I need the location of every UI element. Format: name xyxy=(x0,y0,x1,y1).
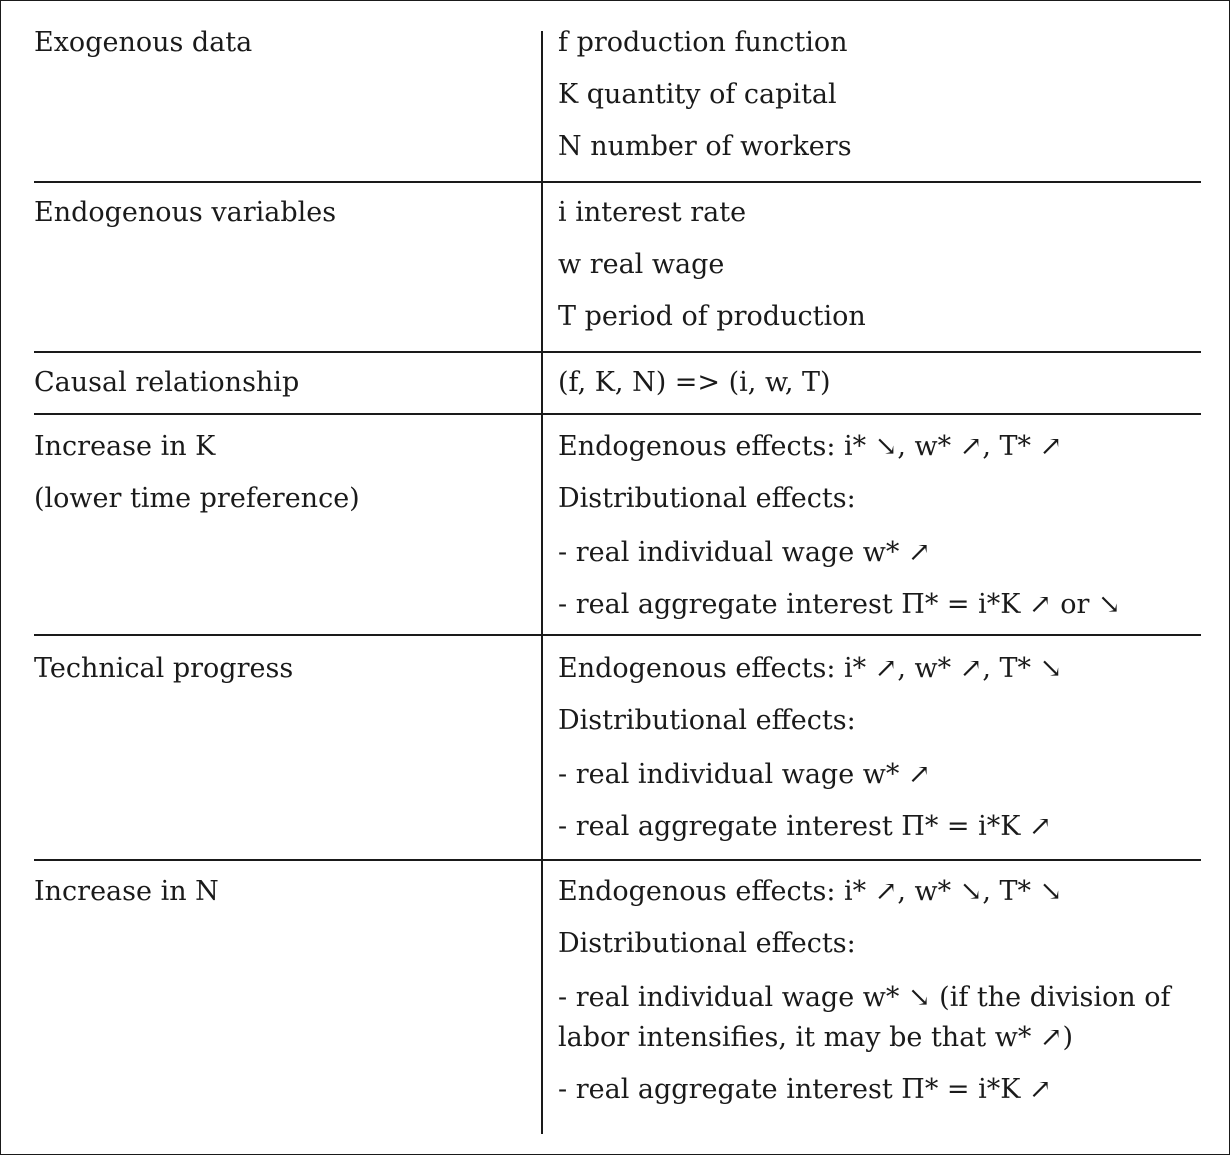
row-label xyxy=(34,427,360,519)
row-divider xyxy=(34,634,1201,636)
content-line: Endogenous effects: i* ↗, w* ↗, T* ↘ xyxy=(558,653,1063,684)
row-label xyxy=(34,193,336,233)
row-label xyxy=(34,363,299,403)
row-content xyxy=(558,649,1062,847)
row-content xyxy=(558,363,831,403)
content-line: - real individual wage w* ↗ xyxy=(558,537,931,568)
row-divider xyxy=(34,859,1201,861)
row-content xyxy=(558,23,852,167)
content-line: Endogenous effects: i* ↗, w* ↘, T* ↘ xyxy=(558,876,1063,907)
row-divider xyxy=(34,351,1201,353)
row-label xyxy=(34,872,219,912)
content-line: labor intensifies, it may be that w* ↗) xyxy=(558,1022,1074,1053)
content-line: N number of workers xyxy=(558,131,852,162)
content-line: Distributional effects: xyxy=(558,705,856,736)
content-line: - real aggregate interest Π* = i*K ↗ xyxy=(558,1074,1052,1105)
content-line: f production function xyxy=(558,27,848,58)
content-line: T period of production xyxy=(558,301,866,332)
label-text: Endogenous variables xyxy=(34,197,337,228)
row-content xyxy=(558,193,866,337)
content-line: - real aggregate interest Π* = i*K ↗ xyxy=(558,811,1052,842)
content-line: Distributional effects: xyxy=(558,483,856,514)
label-text: Increase in N xyxy=(34,876,219,907)
content-line: - real individual wage w* ↗ xyxy=(558,759,931,790)
content-line: (f, K, N) => (i, w, T) xyxy=(558,367,831,398)
label-text: Increase in K xyxy=(34,431,216,462)
row-label xyxy=(34,649,293,689)
row-divider xyxy=(34,181,1201,183)
column-divider xyxy=(541,31,543,1134)
content-line: K quantity of capital xyxy=(558,79,837,110)
content-line: - real aggregate interest Π* = i*K ↗ or ↘ xyxy=(558,589,1121,620)
label-text: (lower time preference) xyxy=(34,483,360,514)
label-text: Causal relationship xyxy=(34,367,300,398)
content-line: Endogenous effects: i* ↘, w* ↗, T* ↗ xyxy=(558,431,1063,462)
content-line: w real wage xyxy=(558,249,725,280)
row-content xyxy=(558,872,1171,1110)
row-content xyxy=(558,427,1121,625)
content-line: - real individual wage w* ↘ (if the division of xyxy=(558,982,1171,1013)
label-text: Exogenous data xyxy=(34,27,253,58)
label-text: Technical progress xyxy=(34,653,294,684)
content-line: Distributional effects: xyxy=(558,928,856,959)
row-divider xyxy=(34,413,1201,415)
row-label xyxy=(34,23,252,63)
content-line: i interest rate xyxy=(558,197,747,228)
